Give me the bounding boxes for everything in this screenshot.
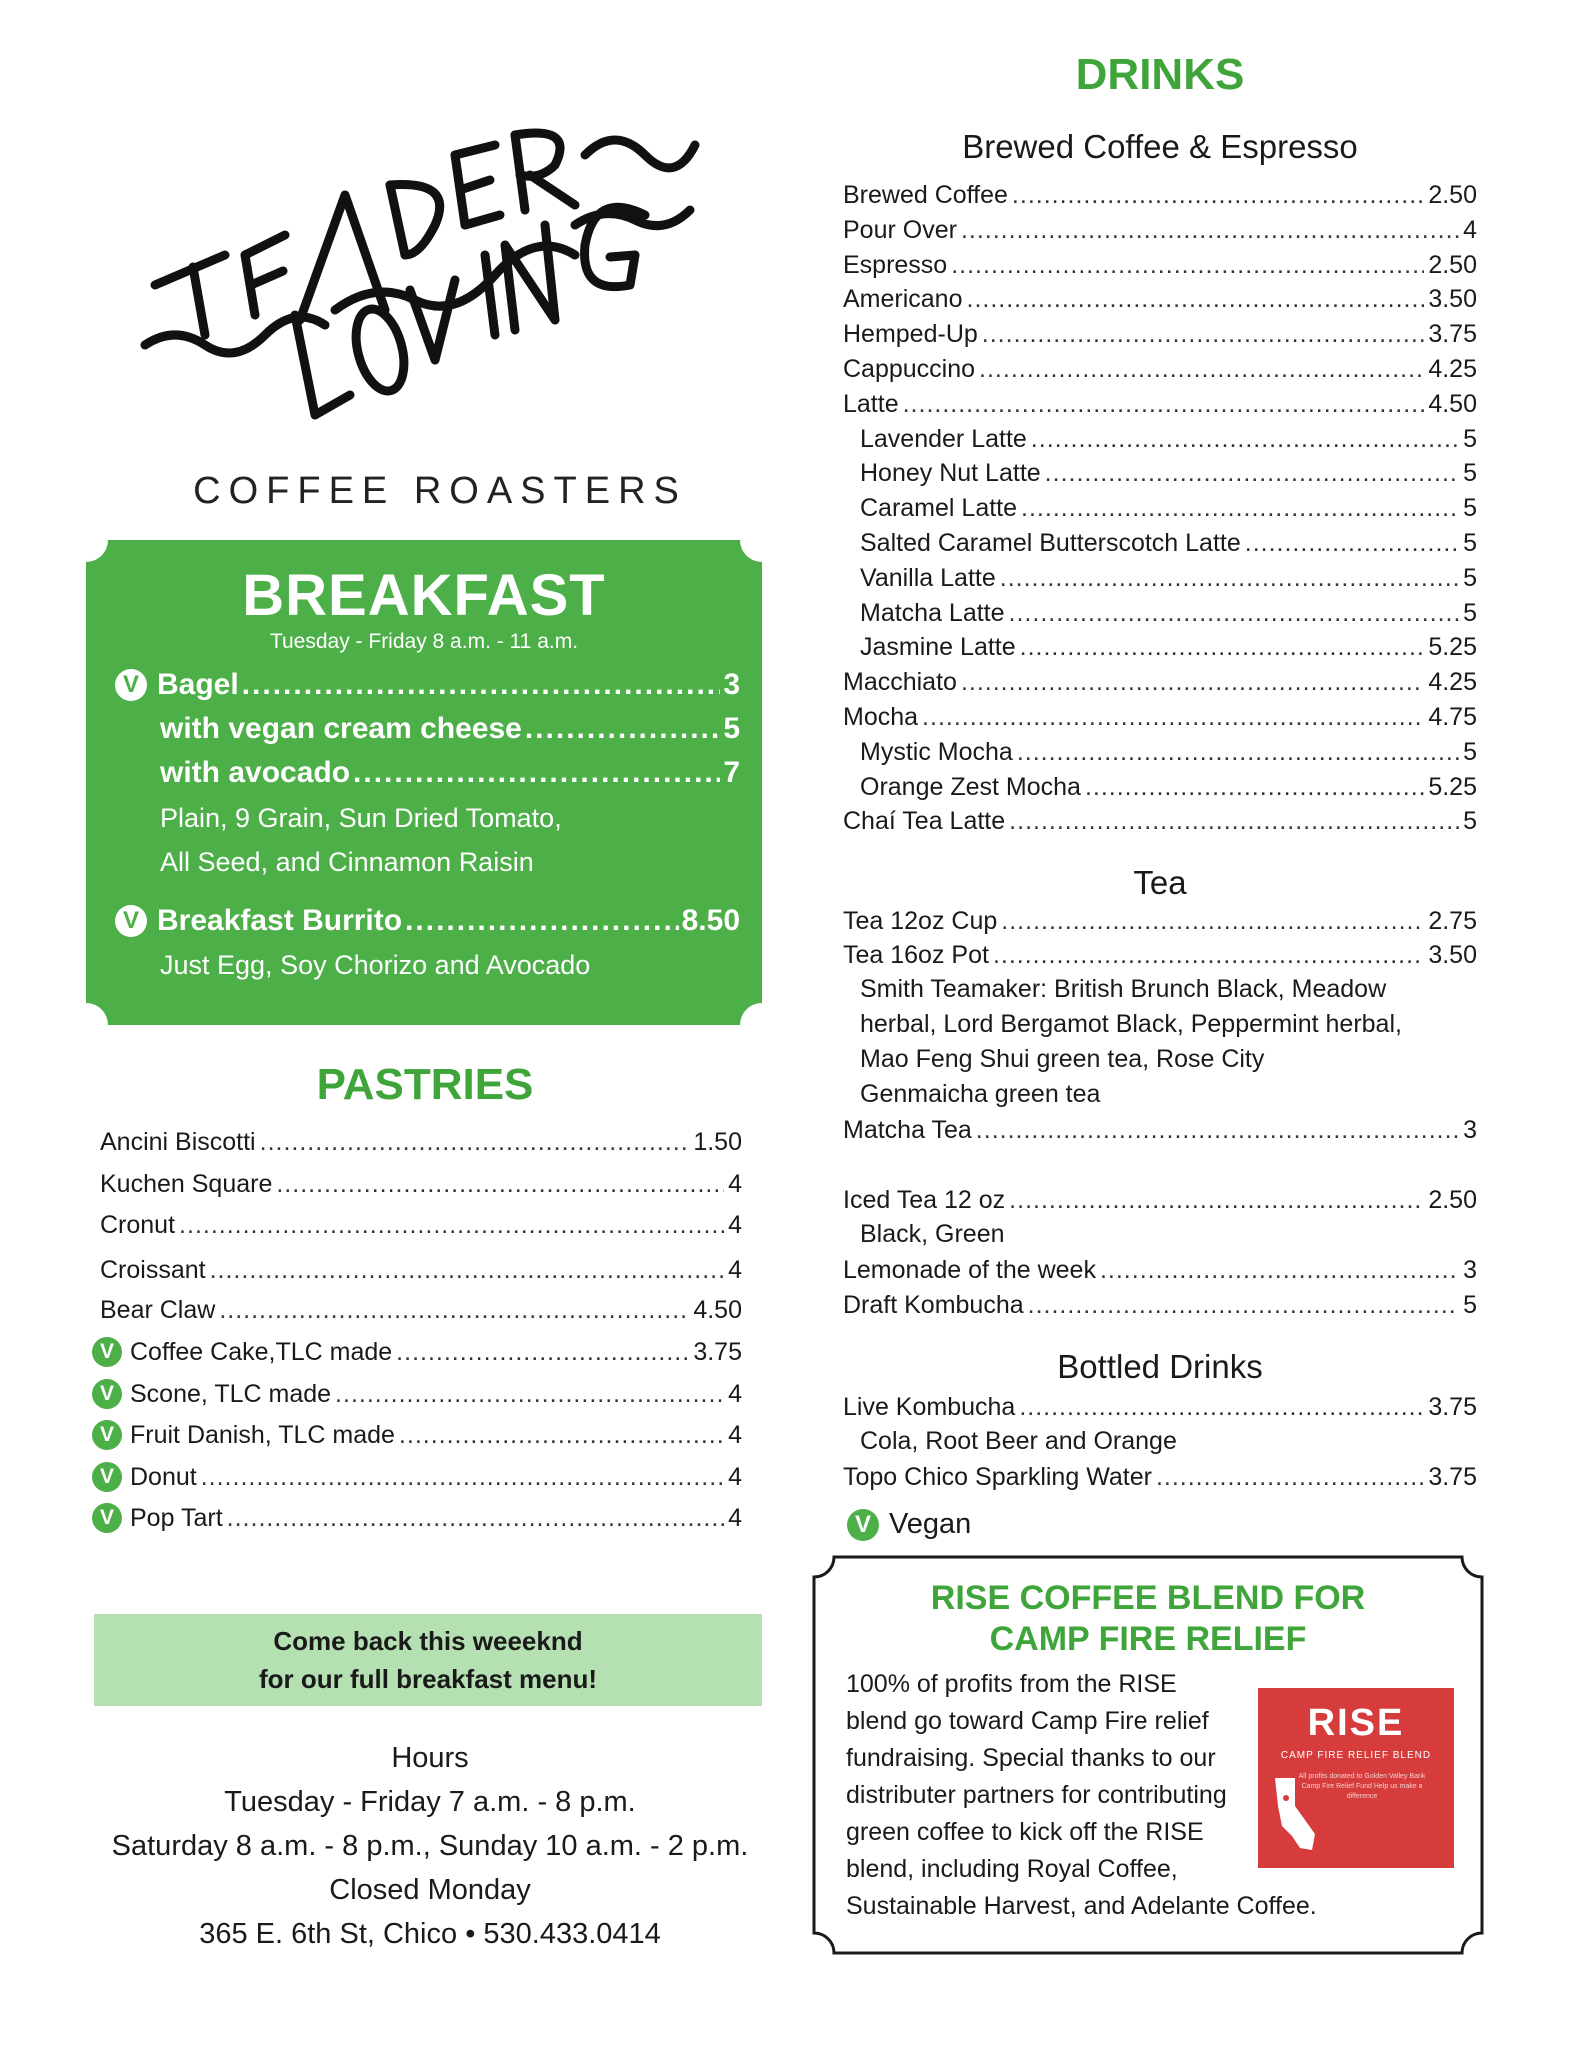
dot-leader: [1021, 494, 1459, 523]
iced-tea-note: Black, Green: [860, 1220, 1005, 1248]
item-name: Lemonade of the week: [843, 1255, 1096, 1284]
vegan-icon: V: [115, 669, 147, 701]
dot-leader: [227, 1504, 724, 1533]
dot-leader: [242, 668, 721, 702]
item-price: 5.25: [1428, 632, 1477, 661]
rise-text-line4: distributer partners for contributing: [846, 1781, 1227, 1809]
rise-title: [830, 1578, 1466, 1660]
vegan-icon: V: [92, 1420, 122, 1450]
item-name: Orange Zest Mocha: [860, 772, 1081, 801]
item-price: 1.50: [693, 1127, 742, 1156]
dot-leader: [1019, 1393, 1424, 1422]
item-name: Cronut: [100, 1210, 176, 1239]
coffee-item: [860, 596, 1477, 630]
dot-leader: [1045, 459, 1459, 488]
dot-leader: [1001, 907, 1424, 936]
item-name: Cappuccino: [843, 354, 976, 383]
item-name: Matcha Tea: [843, 1115, 972, 1144]
tea-note-line4: Genmaicha green tea: [860, 1080, 1101, 1108]
vegan-icon: V: [92, 1337, 122, 1367]
dot-leader: [976, 1116, 1459, 1145]
live-kombucha-note: Cola, Root Beer and Orange: [860, 1427, 1177, 1455]
item-name: Vanilla Latte: [860, 563, 996, 592]
pastry-item: [92, 1500, 742, 1536]
rise-image-text: All profits donated to Golden Valley Bank Camp Fire Relief Fund Help us make a difference: [1298, 1773, 1426, 1800]
item-price: 4.75: [1428, 702, 1477, 731]
dot-leader: [1012, 181, 1424, 210]
pastry-item: [100, 1292, 742, 1328]
coffee-item: [860, 735, 1477, 769]
dot-leader: [399, 1421, 724, 1450]
item-price: 4: [1463, 215, 1477, 244]
dot-leader: [979, 355, 1424, 384]
callout-line2: for our full breakfast menu!: [258, 1664, 598, 1694]
pastry-item: [92, 1417, 742, 1453]
dot-leader: [1000, 564, 1459, 593]
item-price: 5: [1463, 1290, 1477, 1319]
item-name: Macchiato: [843, 667, 957, 696]
item-name: Espresso: [843, 250, 948, 279]
address-phone: 365 E. 6th St, Chico • 530.433.0414: [199, 1918, 661, 1950]
tea-note-line1: Smith Teamaker: British Brunch Black, Meadow: [860, 975, 1387, 1003]
item-price: 2.50: [1428, 180, 1477, 209]
coffee-roasters-subtitle: COFFEE ROASTERS: [193, 470, 687, 512]
item-price: 3: [1463, 1115, 1477, 1144]
bagel-flavors-line2: All Seed, and Cinnamon Raisin: [160, 847, 534, 877]
dot-leader: [179, 1211, 724, 1240]
tea-section-title: Tea: [1133, 864, 1187, 901]
dot-leader: [967, 285, 1425, 314]
pastry-item: [100, 1207, 742, 1243]
dot-leader: [961, 668, 1424, 697]
item-price: 3.75: [693, 1337, 742, 1366]
item-price: 5: [1463, 563, 1477, 592]
coffee-item: [860, 456, 1477, 490]
item-price: 2.75: [1428, 906, 1477, 935]
item-name: Tea 16oz Pot: [843, 940, 989, 969]
rise-text-line6: blend, including Royal Coffee,: [846, 1855, 1178, 1883]
dot-leader: [1085, 773, 1424, 802]
hours-title: Hours: [391, 1742, 469, 1774]
rise-text-line2: blend go toward Camp Fire relief: [846, 1707, 1209, 1735]
tea-note-line3: Mao Feng Shui green tea, Rose City: [860, 1045, 1265, 1073]
item-name: Bagel: [157, 668, 239, 701]
menu-item-live-kombucha: [843, 1390, 1477, 1424]
rise-image-title: RISE: [1307, 1702, 1405, 1744]
dot-leader: [982, 320, 1425, 349]
hours-weekday: Tuesday - Friday 7 a.m. - 8 p.m.: [224, 1786, 636, 1818]
rise-image-subtitle: CAMP FIRE RELIEF BLEND: [1280, 1750, 1432, 1761]
item-name: Draft Kombucha: [843, 1290, 1024, 1319]
drinks-title: DRINKS: [1075, 50, 1245, 99]
item-price: 4.25: [1428, 667, 1477, 696]
item-name: Honey Nut Latte: [860, 458, 1041, 487]
item-name: Donut: [130, 1462, 197, 1491]
item-price: 5: [1463, 424, 1477, 453]
item-name: Topo Chico Sparkling Water: [843, 1462, 1152, 1491]
dot-leader: [922, 703, 1424, 732]
item-name: Chaí Tea Latte: [843, 806, 1006, 835]
pastry-item: [92, 1376, 742, 1412]
item-name: Mocha: [843, 702, 919, 731]
menu-item-breakfast-burrito: [115, 904, 740, 938]
coffee-item: [860, 770, 1477, 804]
dot-leader: [260, 1128, 690, 1157]
item-price: 4: [728, 1462, 742, 1491]
callout-line1: Come back this weeeknd: [273, 1626, 583, 1656]
item-price: 4: [728, 1503, 742, 1532]
dot-leader: [1020, 633, 1425, 662]
rise-title-line1: RISE COFFEE BLEND FOR: [930, 1579, 1366, 1617]
dot-leader: [1009, 1186, 1424, 1215]
coffee-item: [860, 422, 1477, 456]
item-name: Jasmine Latte: [860, 632, 1016, 661]
dot-leader: [396, 1338, 689, 1367]
menu-item-lemonade: [843, 1253, 1477, 1287]
item-price: 2.50: [1428, 250, 1477, 279]
item-price: 5: [1463, 598, 1477, 627]
item-name: Caramel Latte: [860, 493, 1018, 522]
item-name: Pour Over: [843, 215, 957, 244]
coffee-item: [843, 387, 1477, 421]
item-price: 3.50: [1428, 284, 1477, 313]
item-price: 5: [1463, 493, 1477, 522]
item-name: Salted Caramel Butterscotch Latte: [860, 528, 1241, 557]
dot-leader: [1245, 529, 1459, 558]
bagel-flavors-line1: Plain, 9 Grain, Sun Dried Tomato,: [160, 803, 562, 833]
dot-leader: [1009, 599, 1460, 628]
item-price: 5: [723, 712, 740, 745]
item-price: 4: [728, 1379, 742, 1408]
item-name: Hemped-Up: [843, 319, 978, 348]
item-name: Iced Tea 12 oz: [843, 1185, 1006, 1214]
pastry-item: [100, 1166, 742, 1202]
item-name: Latte: [843, 389, 899, 418]
item-price: 3: [1463, 1255, 1477, 1284]
pastry-item: [92, 1459, 742, 1495]
rise-text-line5: green coffee to kick off the RISE: [846, 1818, 1204, 1846]
vegan-icon: V: [92, 1462, 122, 1492]
item-name: Bear Claw: [100, 1295, 216, 1324]
item-name: Mystic Mocha: [860, 737, 1013, 766]
menu-item-vegan-cream-cheese: [160, 712, 740, 746]
bottled-section-title: Bottled Drinks: [1057, 1348, 1263, 1385]
coffee-item: [843, 700, 1477, 734]
vegan-legend: [847, 1508, 971, 1541]
dot-leader: [1017, 738, 1459, 767]
dot-leader: [1009, 807, 1459, 836]
item-name: Matcha Latte: [860, 598, 1005, 627]
menu-item-iced-tea: [843, 1183, 1477, 1217]
dot-leader: [219, 1296, 689, 1325]
dot-leader: [353, 756, 720, 790]
coffee-section-title: Brewed Coffee & Espresso: [962, 128, 1358, 165]
dot-leader: [993, 941, 1424, 970]
item-name: Breakfast Burrito: [157, 904, 403, 937]
dot-leader: [1028, 1291, 1459, 1320]
coffee-item: [860, 526, 1477, 560]
coffee-item: [843, 282, 1477, 316]
item-name: with vegan cream cheese: [160, 712, 522, 745]
menu-item-bagel: [115, 668, 740, 702]
dot-leader: [961, 216, 1459, 245]
item-price: 3: [723, 668, 740, 701]
menu-item-tea-12oz: [843, 904, 1477, 938]
dot-leader: [201, 1463, 724, 1492]
hours-closed: Closed Monday: [329, 1874, 531, 1906]
item-price: 5.25: [1428, 772, 1477, 801]
item-price: 5: [1463, 528, 1477, 557]
item-name: Coffee Cake,TLC made: [130, 1337, 393, 1366]
item-price: 5: [1463, 806, 1477, 835]
dot-leader: [525, 712, 720, 746]
item-name: Fruit Danish, TLC made: [130, 1420, 395, 1449]
vegan-icon: V: [115, 905, 147, 937]
dot-leader: [405, 904, 679, 938]
menu-item-avocado: [160, 756, 740, 790]
coffee-item: [843, 317, 1477, 351]
item-name: Live Kombucha: [843, 1392, 1016, 1421]
item-price: 7: [723, 756, 740, 789]
pastries-title: PASTRIES: [316, 1060, 534, 1109]
hours-weekend: Saturday 8 a.m. - 8 p.m., Sunday 10 a.m. - 2 p.m.: [111, 1830, 749, 1862]
dot-leader: [903, 390, 1425, 419]
pastry-item: [100, 1124, 742, 1160]
coffee-item: [860, 491, 1477, 525]
item-price: 2.50: [1428, 1185, 1477, 1214]
item-price: 3.75: [1428, 1462, 1477, 1491]
item-name: Pop Tart: [130, 1503, 223, 1532]
pastry-item: [100, 1252, 742, 1288]
item-name: Brewed Coffee: [843, 180, 1008, 209]
item-name: Lavender Latte: [860, 424, 1027, 453]
item-price: 3.50: [1428, 940, 1477, 969]
vegan-icon: V: [847, 1509, 879, 1541]
dot-leader: [1031, 425, 1459, 454]
item-name: Ancini Biscotti: [100, 1127, 256, 1156]
coffee-item: [843, 352, 1477, 386]
weekend-callout: [94, 1614, 762, 1706]
rise-blend-label-image: [1258, 1688, 1454, 1868]
item-price: 3.75: [1428, 1392, 1477, 1421]
item-price: 4.50: [1428, 389, 1477, 418]
dot-leader: [1156, 1463, 1424, 1492]
menu-item-topo-chico: [843, 1460, 1477, 1494]
item-price: 5: [1463, 737, 1477, 766]
item-price: 4: [728, 1255, 742, 1284]
burrito-description: Just Egg, Soy Chorizo and Avocado: [160, 950, 591, 980]
coffee-item: [843, 178, 1477, 212]
item-price: 5: [1463, 458, 1477, 487]
breakfast-title: BREAKFAST: [242, 563, 606, 628]
breakfast-hours: Tuesday - Friday 8 a.m. - 11 a.m.: [269, 630, 579, 653]
coffee-item: [860, 561, 1477, 595]
item-price: 3.75: [1428, 319, 1477, 348]
item-name: Tea 12oz Cup: [843, 906, 998, 935]
dot-leader: [276, 1170, 724, 1199]
item-price: 4: [728, 1169, 742, 1198]
menu-item-tea-16oz: [843, 938, 1477, 972]
dot-leader: [951, 251, 1424, 280]
menu-item-draft-kombucha: [843, 1288, 1477, 1322]
tender-loving-logo: [135, 85, 735, 475]
rise-text-line3: fundraising. Special thanks to our: [846, 1744, 1216, 1772]
coffee-item: [843, 213, 1477, 247]
vegan-legend-label: Vegan: [889, 1508, 972, 1540]
item-price: 4: [728, 1420, 742, 1449]
rise-title-line2: CAMP FIRE RELIEF: [989, 1620, 1307, 1658]
rise-text-line1: 100% of profits from the RISE: [846, 1670, 1177, 1698]
item-name: Scone, TLC made: [130, 1379, 332, 1408]
coffee-item: [843, 665, 1477, 699]
dot-leader: [335, 1380, 724, 1409]
tea-note-line2: herbal, Lord Bergamot Black, Peppermint herbal,: [860, 1010, 1402, 1038]
california-map-icon: [1270, 1776, 1320, 1856]
pastry-item: [92, 1334, 742, 1370]
item-price: 8.50: [681, 904, 740, 937]
dot-leader: [210, 1256, 725, 1285]
vegan-icon: V: [92, 1503, 122, 1533]
menu-item-matcha-tea: [843, 1113, 1477, 1147]
dot-leader: [1100, 1256, 1459, 1285]
rise-text-line7: Sustainable Harvest, and Adelante Coffee.: [846, 1892, 1317, 1920]
item-price: 4.25: [1428, 354, 1477, 383]
coffee-item: [843, 804, 1477, 838]
item-name: Kuchen Square: [100, 1169, 273, 1198]
item-name: with avocado: [160, 756, 351, 789]
item-name: Americano: [843, 284, 963, 313]
item-price: 4.50: [693, 1295, 742, 1324]
item-price: 4: [728, 1210, 742, 1239]
coffee-item: [860, 630, 1477, 664]
vegan-icon: V: [92, 1379, 122, 1409]
item-name: Croissant: [100, 1255, 206, 1284]
coffee-item: [843, 248, 1477, 282]
